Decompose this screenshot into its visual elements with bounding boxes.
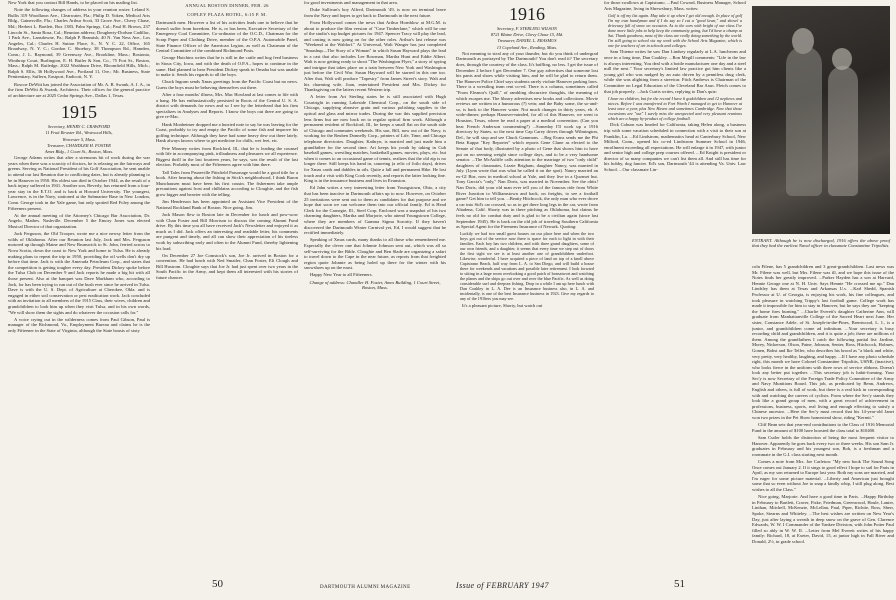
treasurer-address: Ames Bldg., 1 Court St., Boston, Mass.: [44, 149, 114, 155]
secretary-line: Secretary, HENRY C. CRAWFORD: [47, 124, 111, 130]
paragraph: Speaking of Xmas cards, many thanks to all those who remembered me. Especially the clever one that Johnnie Johnson sent out, which was all so self-surviving for the Bible. Cloughie and Ben Slade are organizing a safari to travel down to the Cape in the near future, as reports from that freighted region quote Johnnie as being holed up there for the winter with his snowshoes up on the mast.: [304, 237, 446, 271]
paragraph: Note the following changes of address in your reunion roster: Leland S. Bullis 319 Woodlawn Ave., Clearwater, Fla.; Philip D. Yoken, Medical Arts Bldg., Gainesville, Fla.; Charles Arthur Scott, 33 Grove Ave., Chevy Chase, Md.; Herbert L. Bartlett, Box 1383, Palm Springs, Cal.; Paul H. Brown, 237 Lincoln St., Santa Rosa, Cal.; Reunion address; Dougherty-Dodson Cadillac, 1 Park Ave., Lansdowne, Pa.; Ralph P. Beamish, 40 N. Van Ness Ave., Los Angeles, Cal.; Charles H. Sutton Place, S., N. Y. C. 22, Office, 165 Broadway, N. Y. C.; Gordon C. Shoeboy, 38 Thompson Rd., Hamden, Conn.; J. L. Raymond, 39 Greenway Ave., Brookline, Mass.; Bostonia, Winthrop Court, Burlington, E. H. Butler & Son, Co., 75 Fort St., Boston, Mass.; Ralph M. Rutledge, 2022 Washburn Drive, Bloomfield Hills, Mich.; Ralph S. Ellis, 36 Hollywood Ave., Portland 11, Ore.; Mr. Business, State Penitentiary, Suffern, Eastport, Endicott, N. Y.: [8, 7, 150, 80]
class-year-heading: 1916: [509, 4, 545, 24]
secretary-line: Secretary, F. STERLING WILSON: [497, 26, 557, 31]
paragraph: At the annual meeting of the Attorney's Chicago Bar Association, Dr. Angelo, Mathes. Nashville. December 5 the Emory Jones was elected Musical Director of that organization.: [8, 212, 150, 230]
right-column-1: [456, 0, 598, 564]
paragraph: Hank Monheimer dropped me a hurried note to say he was leaving for the Coast, probably to try and empty the Pacific of some fish and improve his golfing technique. Although they have had some heavy dew out there lately. Hank always knows where to get medicine for chills, wet feet, etc.: [156, 121, 298, 144]
paragraph: Nice going, Marjorie. And have a good time in Paris. ...Happy Birthday in February to Bartlett, Craver, Fiske, Friedman, Greenwood, Houle, Lanier, Linihan, Mitchell, McKenzie, McLellan, Paul, Piper, Richtie, Ross, Sherr, Spoke, Stearns and Whiteley. ...The best wishes are written on New Year's Day, just after laying a wreath in deep snow on the grave of Gen. Clarence Edwards, W. W. I Commander of the Yankee Division, with John Potter Paul filled so ably in W. W. II. ...Letter from Mel Everett writes of his happy family: Richard, 18, at Exeter, David, 15, at junior high in Fall River and Donald, 2½, in grade school.: [752, 494, 894, 544]
paragraph: A voice crying out in the wilderness comes from Paul Gibson, Paul is manager of the Richmond, Va., Employment Bureau and claims he is the only Fifteener in the State of Virginia, although the State boasts of sixty: [8, 316, 150, 333]
paragraph: Dick Coburn was headed for California, taking Helen along, a business trip with some vacation scheduled in connection with a visit to their son at Franklin, La. ...Ed Lindstrom, mathematics head at Canterbury School, New Milford, Conn., opened his co-ed Lindstrom Summer School in 1946, enrollment exceeding all expectations. He will enlarge it in 1947, with junior and senior high and college prep courses offered. ...Ed Knight is president or director of so many companies we can't list them all. And still has time for his hobby, dog fancier. Ed's son, Dartmouth '44 is attending Va. Univ. Law School. ...Our classmate Lin-: [604, 122, 746, 173]
paragraph: George Adams writes that after a strenuous bit of work during the war years when there was a scarcity of doctors, he is relaxing on the fairways and greens. Serving as National President of his Golf Association, he sent unable to attend our last Reunion due to conflicting dates, but is already planning to be in Hanover in 1950. His oldest son died in October 1944, as the result of a back injury suffered in 1941. Another son, Beverly, has returned from a four-year stay in the E.T.O. and is back at Howard University. The youngest, Lawrence, is in the Navy, stationed at the Submarine Base in New London, Conn. George took in the Yale game, but only spotted Red Foley among the Fifteeners present.: [8, 155, 150, 211]
paragraph: Cliff Bean sets that year-end contributions to the Class of 1916 Memorial Fund in the amount of $100 have boosted the class total to $10400.: [752, 422, 894, 433]
paragraph: Pete Monney writes from Rockford, Ill., that he is leading the counsel with life in accompanying pink, trillaukness and pleasures we all experience. Biggest thrill in the last fourteen years, he says, was the result of the last election. Probably most of the Fifteeners agree with him there.: [156, 145, 298, 168]
quoted-letter: Luckily we had two small guest houses on our place here and when the two boys got out of the service now there is space for each to light in with their families. Each boy has two children, and with three grand daughters, some of our own friends, and a daughter, it seems that every time we step out of doors the first sight we see is at least another one of grandchildren underfoot. Likewise, wonderful. I have acquired a piece of land on top of a knoll above Capistrano Beach, half way from L. A. to San Diego, and will build a house there for weekends and vacations and possible later retirement. I look forward to sitting in a large room overlooking a good patch of bonsaiwort and watching the planes and the ships go out over and over the blue Pacific. As well as doing considerable surf and deepsea fishing. Drop in a while I am up here lunch with Dan Coakley in L. A. Dee is an Insurance business also, in L. A. and incidentally, is one of the best Insurance business in 1923. Give my regards to any of the 1916ers you may see.: [460, 231, 594, 302]
left-column-3: [304, 0, 446, 564]
paragraph: Chuck Ingram sends Xmas greetings from the Pacific Coast but no news. Guess the boys must be behaving themselves out there.: [156, 79, 298, 90]
paragraph: Sam Thieme writes he saw Dan Lindsey regularly at L.A. luncheons and once in a long time, Dan Coakley. ...Ron Megill comments: "Life in the law is always interesting. You deal with a bottle manufacturer one day and a steel mill the next." Your secretary's limited law practice got him clients like a young girl who was nudged by an auto driven by a penniless drug clerk, while she was alighting from a streetcar. Fitch Andrews is Chairman of the Committee on Legal Education of the Cleveland Bar Assn. Fletch comes to that job properly. ...Jack Curtis writes, replying to Dan's quiz:: [604, 49, 746, 94]
paragraph: Jack Ferguson, the Old Trooper, wrote me a nice newsy letter from the wilds of Oklahoma. After our Reunion last July, Jack and Mrs. Ferguson motored up through Maine and New Brunswick to St. John, ferried across to Nova Scotia, down the coast to New York and home to Tulsa. He is already making plans to repeat the trip in 1950, providing the oil wells don't dry up before that time. Jack is with the Amerada Petroleum Corp., and states that the competition is getting tougher every day. President Dickey spoke before the Tulsa Club on December 9 and Jack reports he made a big hit with all those present. Also at the banquet was Dave Markham who, according to Jack, for has been trying to run out of the bush ever since he arrived in Tulsa. Dave is with the U. S. Dept. of Agriculture at Cherokee, Okla. and is engaged in either soil conservation or pest eradication work. Jack concluded with an invitation to all members of the 1915 Class, their wives, children and grandchildren to look him up when they visit Tulsa, and in his own words, "We will show them the sights and do whatever the occasion calls for.": [8, 231, 150, 315]
photo-placeholder-icon: [752, 6, 890, 234]
quoted-letter: I have no children, but for the record I have 6 godchildren and 12 nephews and nieces. Before I was transferred to Fort Worth I managed to get to Hanover at least once a year, plus New Haven and sometimes Cambridge. Now that those excursions are "out" I surely miss the unexpected and very pleasant reunions which are a happy by-product of college football.: [608, 95, 742, 121]
paragraph: for those swallows at Capistrano. ...Paul Coward, Business Manager, School Arts Magazine, living in Shrewsbury, Mass. writes:: [604, 0, 746, 11]
paragraph: It's a pleasant picture, Shorty, but watch out: [462, 303, 543, 308]
photo-figure: [786, 46, 822, 196]
paragraph: Ed Jahn writes a very interesting letter from Youngstown, Ohio, a city that has been inactive in Dartmouth affairs up to now. However, on October 25 invitations were sent out to them as candidates for that purpose and we hope that soon we can welcome them into our official family. Ed is Head Clerk for the Carnegie, Ill., Steel Corp. Enclosed was a snapshot of his two charming daughters, Martha and Marjorie, who attend Youngstown College, where they are members of Gamma Sigma Sorority. If they haven't discovered the Dartmouth Winter Carnival yet, Ed, I would suggest that he rectified immediately.: [304, 185, 446, 236]
paragraph: A letter from Art Sterling states he is still associated with Hugh Courtright in running Lakeside Chemical Corp., on the south side of Chicago, supplying abrasive grain and various polishing supplies to the optical and glass and mirror trades. During the war this supplied precision lens firms but are now back on to regular optical firm work. Although a permanent resident of Rockford, Ill., he keeps a small flat on the south side of Chicago and commutes weekends. His son, Bill, now out of the Navy, is working for the Reuben Donnelly Corp., printers of Life, Time, and Chicago telephone directories. Daughter, Kathryn, is married and just made him a grandfather for the second time. Art keeps his youth by taking in Cub baseball games, wrestling matches, basketball games, movies, plays, etc. but when it comes to an occasional game of tennis, realizes that the old zip is no longer there. Still keeps his hand in, canoeing (a relic of Joilo days), drives for Xmas cards and dabbles in oils. Quite a fall and permanent Hike. He lost touch and a visit with King Cook recently, and reports the latter looking fine. King is in the insurance business and lives in Evanston.: [304, 94, 446, 184]
issue-date-footer: Issue of FEBRUARY 1947: [456, 581, 549, 590]
paragraph: On December 27 Joe Comstock's son, Joe Jr. arrived in Boston for a convention. He had lunch with Ned Smailer, Chan Foster, Eli Clough and Bill Hustrom. Cloughie says that Joe Jr. had just spent over two years in the South Pacific in the Army, and kept them all interested with his stories of future chances: [156, 252, 298, 281]
left-column-2: [156, 0, 298, 564]
paragraph: From Hollywood comes the news that Arthur Hornblow at M.G.M. is about to produce the film version of "Case Timberlane," which will be one of the studio's top budget pictures for 1947. Spencer Tracy will play the lead, and casting is now going on for the other roles. Arthur's last release was "Weekend at the Waldorf." At Universal, Walt Wanger has just completed "Smashup—The Story of a Woman" in which Susan Hayward plays the lead in a cast that also includes Lee Bowman, Martha Hunt and Eddie Albert. Walt is now getting ready to shoot "The Washington Flyer," a story of spying and intrigue that takes place on a train between New York and Washington just before the Civil War. Susan Hayward will be starred in this one too. After that, Walt will produce "Tapestry" from James Street's story. Walt and his charming wife, Joan, entertained President and Mrs. Dickey for Thanksgiving on the latters recent Western trip.: [304, 19, 446, 93]
treasurer-line: Treasurer, CHANDLER H. FOSTER: [47, 142, 111, 148]
paragraph: Jim Henderson has been appointed an Assistant Vice President of the National Rockland Bank of Boston. Nice going, Jim.: [156, 199, 298, 210]
right-column-2: [604, 0, 746, 564]
page-number-left: 50: [212, 578, 223, 590]
paragraph: Jack Mason flew to Boston late in December for lunch and pow-wow with Chan Foster and Bill Morrison to discuss the coming Alumni Fund drive. By this time you all have received Jack's Newsletter and enjoyed it as much as I did. Jack offers an interesting and readable letter, his comments are pungent and timely, and all can show their appreciation of his tireless work by subscribing early and often to the Alumni Fund, thereby lightening his load.: [156, 211, 298, 251]
class-year-heading: 1915: [61, 102, 97, 123]
magazine-name-footer: DARTMOUTH ALUMNI MAGAZINE: [320, 585, 411, 590]
secretary-address-1: 11 Fruit Rewster Rd., Westwood Hills,: [45, 130, 113, 136]
secretary-address-2: Worcester 5, Mass.: [62, 136, 96, 142]
paragraph: After a four months' illness, Mrs. Mac Howland at last comes to life with a bang. He has enthusiastically persisted in Roots of the Central U. S. A. district with demands for news and so I see by the letterhead that his firm specializes in Analyses and Reports. I know the boys out there are going to give re-Mac.: [156, 92, 298, 120]
boston-dinner-heading: ANNUAL BOSTON DINNER, FEB. 26: [185, 3, 269, 8]
change-of-address: Change of address: Chandler H. Foster, Ames Building, 1 Court Street, Boston, Mass.: [309, 279, 441, 291]
paragraph: for good investments and management in that area.: [304, 0, 398, 5]
boston-dinner-subheading: COPLEY PLAZA HOTEL, 6:15 P. M.: [187, 11, 267, 17]
photo-figure: [828, 66, 858, 196]
paragraph: Duke Sullivan's boy Alfred, Dartmouth '49, is now on terminal leave from the Navy and hopes to get back to Dartmouth in the next future.: [304, 7, 446, 18]
paragraph: coln Filene, has 5 grandchildren and 3 great-grandchildren. Last news was Mr. Filene was well, but Mrs. Filene was ill, and we hope this issue of the Notes finds her greatly improved. ...Parker Hayden has a son at Harvard, Hennie George one at N. H. Univ. Says Hennie "He crossed me up." Dan Lindsley has them at Texas and Arkansas U.s. ...Karl Shedd, Spanish Professor at U. of Georgia, is enjoying his work, his fine colleagues, and took pleasure in watching Trippy's last football game. College work has made it impossible for him to stay in Hanover, but he says they are "keeping the home fires burning." ...Charlie Everett's daughter Catherine Ann, will graduate from Manhattanville College of the Sacred Heart next June. Her sister, Constance Adele, of St. Joseph-in-the-Pines, Brentwood, L. I., is a junior, and grandchildren come ad infinitum. ...Your secretary is busy recording child and grandchildren, and it is quite a job; there are millions of them. Among the grandfathers I catch the following partial list: Jardine, Morey, Nickerson, Olson, Paine, Johnson, Senter, Ross, Hitchcock, Holmes, Gonen, Bobst and Ike Telfer, who describes his brood as "a black and white, very pretty, very healthy, laughing, and happy. ...If I have any photo schedule right, this month we have Colonel Constantine Tripolitis, USNR, (inactive), who looks fierce in the uniform with three rows of service ribbons. Doesn't look any better put together. ...This secretary job is habit-forming. Your Sec'y is now Secretary of the Foreign Trade Policy Committee of the Army and Navy Munitions Board. This job, as predicated by Benn, Andrews, English and others, is full of work, but there is a real kick in corresponding with and watching the careers of cyclists. From where the Sec'y stands they look like a grand group of men, with a great record of achievement in professions, business, sports, real living and enough effecting to satisfy a Chinese ancestor. ...Here the Sec'y must record that his 14-year-old Janet won two prizes in the Pet Show homestead show, riding "Kermit.": [752, 264, 894, 421]
quoted-letter: Golf is off my list again. May take it up when I get old enough. In place of golf I'm my own handyman and if I do say so I cut a "good lawn," and shovel a driveway full of snow on occasion. As to the cars with bright of our class I've done more little jobs to help keep the community going, but I'd have a chump at Sat. Thank goodness, most of the class are really doing something by the world. I'm still going to school via my work with the School Arts Magazine, which is one for teachers of art in schools and colleges.: [608, 12, 742, 48]
left-column-1: [8, 0, 150, 564]
paragraph: George Hutchins writes that he is still in the cattle and hog feed business in Sioux City, Iowa, and with the death of O.P.A., hopes to continue in the same. Had planned to hear President Dickey speak in Omaha but was unable to make it. Sends his regards to all the boys.: [156, 55, 298, 78]
paragraph: Sam Cutler holds the distinction of being the most frequent visitor to Hanover. Apparently he goes back every two or three weeks. His son Sam Jr. graduates in February and his youngest son, Bob, is a freshman and a roommate in the G.I. class starting next month.: [752, 435, 894, 457]
right-page: [448, 0, 896, 600]
treasurer-line: Treasurer, DANIEL L. ERASMUS: [497, 38, 557, 44]
paragraph: Dartmouth men. However a list of his activities leads one to believe that he doesn't suffer from boredom. He is, or has been, Executive Secretary of the Emergency Coal Committee, Co-ordinator of the O.C.D., Chairman for the Scrap Paper and Clothing Drive, member of the O.P.A. Automobile Panel, State Finance Officer of the American Legion, as well as Chairman of the Central Committee of the combined Richmond Posts.: [156, 20, 298, 54]
paragraph: New York that you contact Bill Hands, to be placed on his mailing list.: [8, 0, 138, 5]
right-column-3: [752, 264, 894, 564]
photo-caption: ENTRANT. Although he is now discharged, 1916 offers the above proof that they had the earliest Naval officer in classmate Constantine Tripolitis.: [752, 238, 890, 249]
paragraph: Tall Tales from Pruneville Pittsfield Parsonage would be a good title for a book. After hearing about the fishing in Stick's neighborhood, I think Baron Munchausen must have been his first cousin. The fishermen take ample precautions against frost and chilblains according to Cloughie, and the fish grow bigger and heavier with the telling.: [156, 169, 298, 197]
paragraph: Roscoe DeWitt has joined the Association of Mr. A. B. Swank, A. I. A., in the firm DeWitt & Swank, Architects. Their offices for the general practice of architecture are at 2025 Cedar Springs Ave., Dallas 1, Texas.: [8, 81, 150, 98]
paragraph: Comes a note from Mrs. Joe Carleton: "My new book The Sound Song Once comes out January 2. If it sings to good effect I hope to sail for Paris in April, as my son returned to Europe last year. Both my sons are married, and I'm eager for some picture material. ...Liberty and American just brought some that so even without Joe to snap a kindly whip, I still plug along. Best wishes to all the Class.": [752, 458, 894, 492]
paragraph: Not meaning to steal any of your thunder, but do you think of undergrad Dartmouth as portrayed by The Dartmouth? You don't read it? The secretary does, through the courtesy of the class. It's baffling, no less. I get the issue of December 2 before I get December 7. One guy advertises that someone lost his pants and shoes while visiting him, and he will be glad to return them. The Hanover Police Chief says students rarely violate Hanover parking laws. There is a wrestling team rent co-ed. There is a column, sometimes called "From Eleanor's Quill," of rambling discursive thoughts, the meaning of which escapes me. The library advertises new books and collections. Movie reviews are written in a humorous (?) vein; and the Baby some, the so-and-so, is back to the Hanover water. Not much changes in thirty years, eh. A wide-dinner; perhaps Hanover-minded, for all of this Hanover, we went to Houston, Texas, where he read a paper at a medical convention. (Can you hear French Anderson commenting?) ...Someday I'll work up a 1916 directory by States, so the next time Cap Carey drives through Wilmington, Del., he will stop and see Chuck Gammons. ...Reg Evans sends me the Phi Beta Kappa "Key Reporter" which reports Gene Clune as elected to the Senate of that body, illustrated by a photo of Gene that shows him to have put on no seeming weight since college days, and to be a very handsome senator. ...The McAuliffe calls attention to the marriage of two "only child" daughters of classmates, Lizzie Brigham, daughter Nancy, was married in July. (Lynn wrote that was what he called it on the spot). Nancy married an ex-GI Birr, now in medical school at Yale, and they live in a Quonset hut. Tony Garcia's "only," Nan Doris, was married in November. See the obits! Nan Doris, did your old man ever tell you of the famous ride from White River Junction to Williamstown and back, on freights, to see a football game? Get him to tell you. ...Beatty Hitchcock, the only man who ever drove a car into Sid's car crossed, so as to get there long legs in the car, wrote from Altadena, Calif. Shorty was in there pitching as Oklahoma, but claims he feels no old for combat duty and is glad to be a civilian again (since last September 1945). He is back on the old job of traveling Southern California as Special Agent for the Firemens Insurance of Newark. Quoting:: [456, 50, 598, 230]
page-number-right: 51: [674, 578, 685, 590]
secretary-address: 8721 Blaine Drive, Chevy Chase 15, Md.: [490, 32, 564, 38]
treasurer-address: 13 Copeland Ave., Reading, Mass.: [496, 44, 558, 50]
paragraph: Happy New Year to all Fifteeners.: [310, 272, 373, 278]
